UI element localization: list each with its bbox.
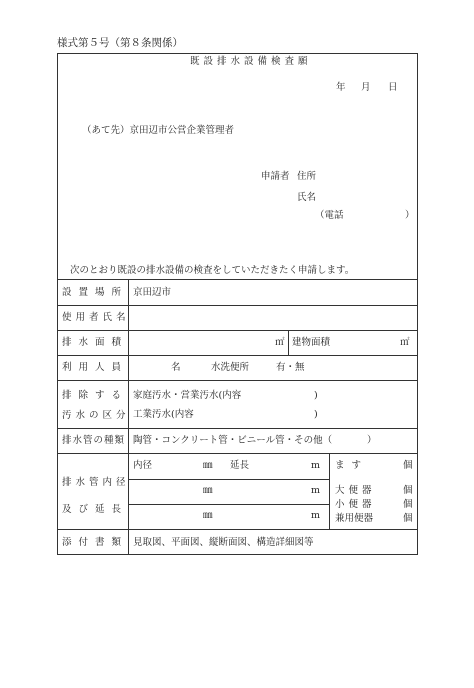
length-unit: m: [311, 510, 321, 521]
building-area-unit: ㎡: [400, 337, 410, 348]
fixture-urinal-unit: 個: [403, 499, 413, 510]
wastewater-label-line1: 排除する: [62, 390, 129, 401]
row-divider: [57, 279, 418, 280]
wastewater-label-line2: 汚水の区分: [62, 410, 130, 421]
row-divider: [57, 380, 418, 381]
row-divider: [57, 330, 418, 331]
column-divider: [329, 453, 330, 529]
address-label: 住所: [297, 171, 317, 182]
diameter-label: 内径: [133, 460, 153, 471]
diameter-unit: ㎜: [203, 460, 213, 471]
fixture-catch-basin-label: ます: [335, 460, 369, 471]
users-label: 利用人員: [62, 362, 129, 373]
pipe-type-close: ）: [367, 435, 377, 446]
wastewater-option-domestic: 家庭汚水・営業汚水(内容: [133, 390, 242, 401]
row-divider: [57, 355, 418, 356]
pipe-size-label-line1: 排水管内径: [62, 477, 130, 488]
addressee: （あて先）京田辺市公営企業管理者: [82, 125, 235, 136]
users-unit: 名: [171, 362, 181, 373]
name-label: 氏名: [297, 192, 317, 203]
date-day: 日: [388, 82, 398, 93]
area-label: 排水面積: [62, 337, 129, 348]
date-month: 月: [361, 82, 371, 93]
document-title: 既設排水設備検査願: [190, 56, 312, 67]
form-number: 様式第５号（第８条関係）: [57, 37, 183, 49]
diameter-unit: ㎜: [203, 510, 213, 521]
user-name-label: 使用者氏名: [62, 312, 130, 323]
length-unit: m: [311, 460, 321, 471]
date-year: 年: [336, 82, 346, 93]
applicant-label: 申請者: [261, 171, 290, 182]
attachments-value: 見取図、平面図、縦断面図、構造詳細図等: [133, 537, 314, 548]
row-divider: [128, 479, 329, 480]
phone-open: （電話: [315, 210, 344, 221]
column-divider: [288, 330, 289, 355]
row-divider: [57, 453, 418, 454]
area-unit: ㎡: [275, 337, 285, 348]
phone-close: ）: [405, 210, 415, 221]
length-label: 延長: [230, 460, 250, 471]
fixture-toilet-unit: 個: [403, 485, 413, 496]
toilet-label: 水洗便所: [211, 362, 250, 373]
row-divider: [57, 305, 418, 306]
length-unit: m: [311, 485, 321, 496]
fixture-toilet-label: 大便器: [335, 485, 376, 496]
location-value: 京田辺市: [133, 287, 172, 298]
fixture-catch-basin-unit: 個: [403, 460, 413, 471]
pipe-type-label: 排水管の種類: [62, 435, 126, 446]
fixture-dual-label: 兼用便器: [335, 513, 374, 524]
diameter-unit: ㎜: [203, 485, 213, 496]
building-area-label: 建物面積: [292, 337, 331, 348]
pipe-size-label-line2: 及び延長: [62, 504, 129, 515]
toilet-options: 有・無: [276, 362, 305, 373]
row-divider: [128, 504, 329, 505]
pipe-type-options: 陶管・コンクリート管・ビニール管・その他（: [133, 435, 333, 446]
request-text: 次のとおり既設の排水設備の検査をしていただきたく申請します。: [70, 265, 355, 276]
wastewater-option-industrial-close: ): [314, 409, 318, 420]
wastewater-option-industrial: 工業汚水(内容: [133, 409, 194, 420]
fixture-dual-unit: 個: [403, 513, 413, 524]
wastewater-option-domestic-close: ): [314, 390, 318, 401]
fixture-urinal-label: 小便器: [335, 499, 376, 510]
attachments-label: 添付書類: [62, 537, 129, 548]
row-divider: [57, 529, 418, 530]
row-divider: [57, 428, 418, 429]
location-label: 設置場所: [62, 287, 129, 298]
